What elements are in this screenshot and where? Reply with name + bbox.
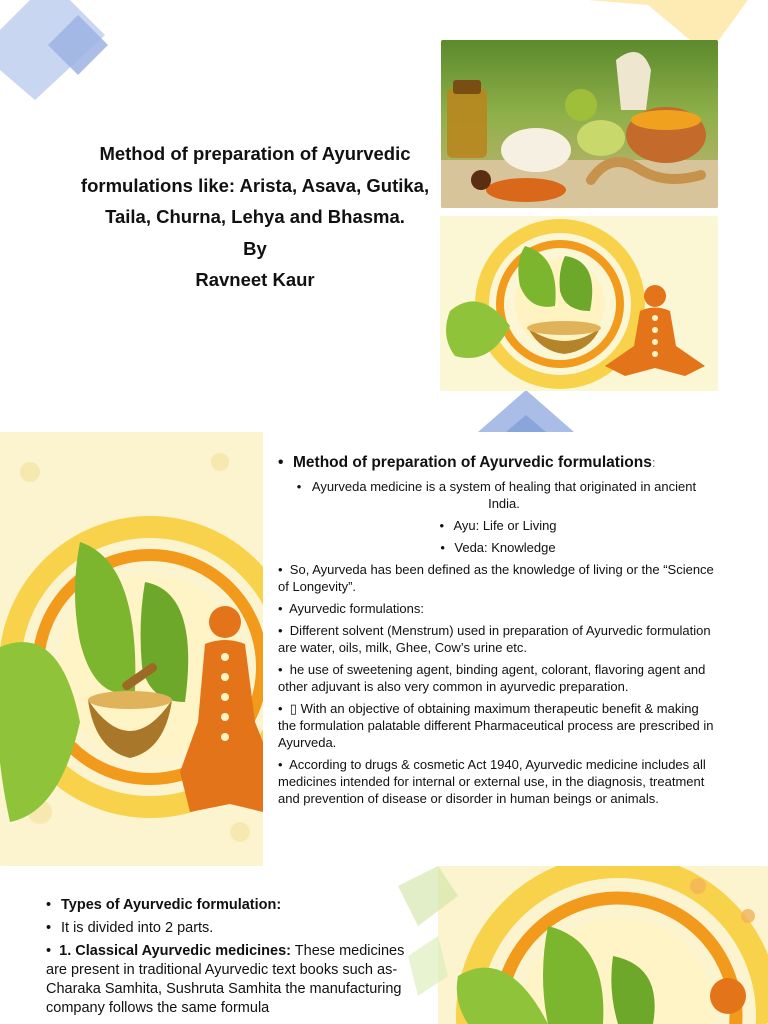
title-line: Method of preparation of Ayurvedic <box>99 143 411 164</box>
content-slide-methods <box>0 432 768 866</box>
bullet-item: • So, Ayurveda has been defined as the knowledge of living or the “Science of Longevity”. <box>278 562 714 594</box>
heading-text: Method of preparation of Ayurvedic formulations <box>293 454 652 471</box>
presentation-title <box>55 138 455 296</box>
decorative-triangle-bottom <box>478 390 598 432</box>
author-name: Ravneet Kaur <box>195 269 315 290</box>
herbs-spices-photo <box>441 40 718 208</box>
types-heading: Types of Ayurvedic formulation: <box>61 897 282 913</box>
sub-bullet: • Ayurveda medicine is a system of healing that originated in ancient India. <box>296 479 697 511</box>
title-line: By <box>243 237 267 259</box>
title-line: formulations like: Arista, Asava, Gutika, <box>80 174 430 196</box>
ayurveda-illustration <box>398 866 768 1024</box>
sub-bullet: • Veda: Knowledge <box>440 540 556 555</box>
bullet-item: • According to drugs & cosmetic Act 1940, Ayurvedic medicine includes all medicines intended for internal or external use, in the diagnosis, treatment and prevention of disease or disorder in human beings or animals. <box>278 757 706 806</box>
ayurveda-illustration <box>440 216 718 391</box>
bullet-item: • Ayurvedic formulations: <box>278 601 424 616</box>
ayurveda-illustration <box>0 432 263 866</box>
section-heading: • Method of preparation of Ayurvedic formulations: <box>278 454 656 471</box>
bullet-item: • ▯ With an objective of obtaining maximum therapeutic benefit & making the formulation palatable different Pharmaceutical process are prescribed in Ayurveda. <box>278 701 714 750</box>
types-content <box>46 896 426 1022</box>
bullet-item: • Types of Ayurvedic formulation: <box>46 897 282 913</box>
classical-label: 1. Classical Ayurvedic medicines: <box>59 943 291 959</box>
title-line: Taila, Churna, Lehya and Bhasma. <box>105 206 405 227</box>
bullet-item: • he use of sweetening agent, binding agent, colorant, flavoring agent and other adjuvant is also very common in ayurvedic preparation. <box>278 662 706 694</box>
title-slide <box>0 0 768 432</box>
bullet-item: • Different solvent (Menstrum) used in preparation of Ayurvedic formulation are water, oils, milk, Ghee, Cow’s urine etc. <box>278 623 711 655</box>
decorative-diamonds-top-left <box>0 0 120 110</box>
content-slide-types <box>0 866 768 1024</box>
methods-content <box>278 452 718 812</box>
bullet-item: • 1. Classical Ayurvedic medicines: These medicines are present in traditional Ayurvedic text books such as-Charaka Samhita, Sushruta Samhita the manufacturing company follows the same formula <box>46 943 405 1016</box>
sub-bullet: • Ayu: Life or Living <box>439 518 557 533</box>
bullet-item: • It is divided into 2 parts. <box>46 920 214 936</box>
heading-suffix: : <box>651 455 656 470</box>
